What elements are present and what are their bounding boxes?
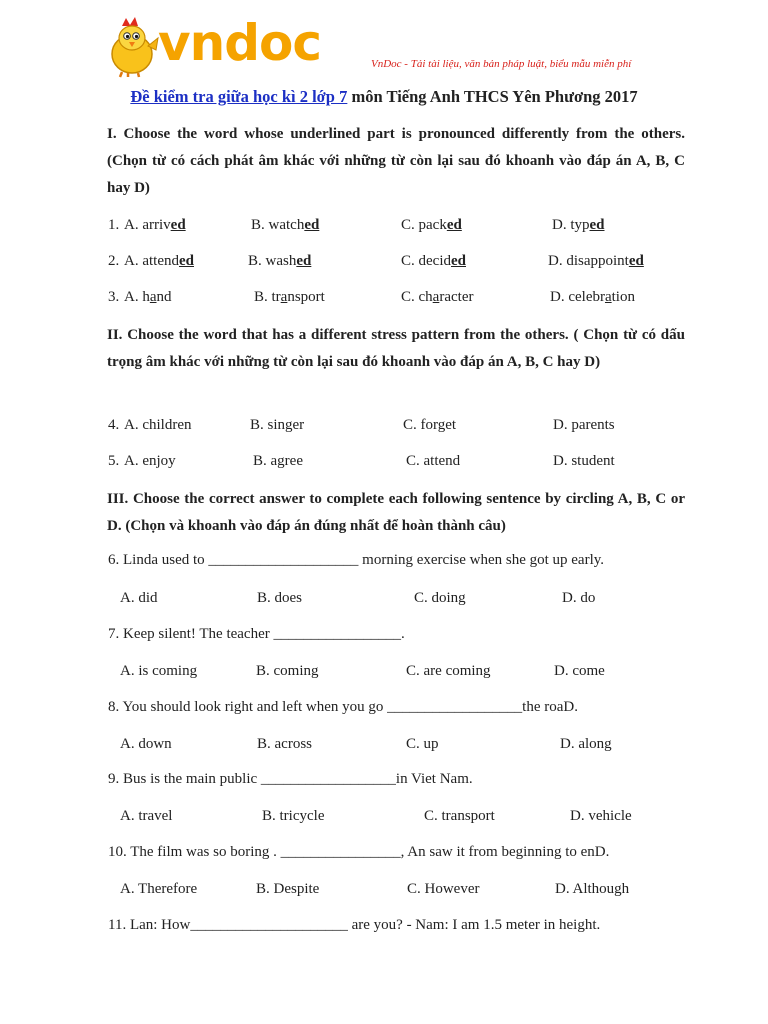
question-number: 5. — [108, 453, 120, 469]
section-3-heading: III. Choose the correct answer to complete each following sentence by circling A, B, C or D. (Chọn và khoanh vào đáp án đúng nhất để hoàn thành câu) — [107, 491, 685, 534]
section-2-heading: II. Choose the word that has a different stress pattern from the others. ( Chọn từ có dấu trọng âm khác với những từ còn lại sau đó khoanh vào đáp án A, B, C hay D) — [107, 327, 685, 370]
question-text: 10. The film was so boring . ________________, An saw it from beginning to enD. — [108, 844, 610, 860]
option-a: A. down — [120, 736, 172, 752]
question-row — [0, 417, 768, 437]
option-a: A. enjoy — [124, 453, 176, 469]
question-row — [0, 289, 768, 309]
question-text: 6. Linda used to ____________________ morning exercise when she got up early. — [108, 552, 605, 568]
option-a: A. children — [124, 417, 192, 433]
question-number: 3. — [108, 289, 120, 305]
option-a: A. attended — [124, 253, 194, 269]
option-b: B. agree — [253, 453, 303, 469]
title-rest: môn Tiếng Anh THCS Yên Phương 2017 — [347, 87, 638, 106]
option-a: A. Therefore — [120, 881, 198, 897]
option-b: B. watched — [251, 217, 320, 233]
question-row — [0, 253, 768, 273]
option-c: C. forget — [403, 417, 457, 433]
option-d: D. student — [553, 453, 615, 469]
option-d: D. vehicle — [570, 808, 632, 824]
question-number: 4. — [108, 417, 120, 433]
vndoc-logo — [108, 16, 323, 78]
question-number: 2. — [108, 253, 120, 269]
page-title — [0, 87, 768, 107]
option-c: C. transport — [424, 808, 495, 824]
option-b: B. does — [257, 590, 302, 606]
option-d: D. parents — [553, 417, 615, 433]
question-text: 9. Bus is the main public __________________in Viet Nam. — [108, 771, 473, 787]
option-b: B. washed — [248, 253, 312, 269]
site-tagline: VnDoc - Tải tài liệu, văn bản pháp luật, biểu mẫu miễn phí — [371, 58, 632, 70]
option-d: D. do — [562, 590, 596, 606]
question-text: 7. Keep silent! The teacher _________________. — [108, 626, 405, 642]
option-c: C. decided — [401, 253, 466, 269]
option-b: B. tricycle — [262, 808, 325, 824]
option-c: C. character — [401, 289, 474, 305]
chicken-mascot-icon — [108, 16, 160, 78]
question-text: 11. Lan: How_____________________ are you? - Nam: I am 1.5 meter in height. — [108, 917, 601, 933]
question-row — [0, 453, 768, 473]
question-text: 8. You should look right and left when you go __________________the roaD. — [108, 699, 578, 715]
option-b: B. across — [257, 736, 312, 752]
option-d: D. typed — [552, 217, 605, 233]
option-c: C. doing — [414, 590, 466, 606]
option-a: A. is coming — [120, 663, 198, 679]
option-b: B. transport — [254, 289, 325, 305]
option-c: C. up — [406, 736, 439, 752]
option-d: D. come — [554, 663, 605, 679]
option-d: D. disappointed — [548, 253, 644, 269]
title-link[interactable]: Đề kiểm tra giữa học kì 2 lớp 7 — [130, 87, 348, 106]
option-a: A. travel — [120, 808, 173, 824]
option-b: B. coming — [256, 663, 319, 679]
option-c: C. However — [407, 881, 480, 897]
option-d: D. Although — [555, 881, 630, 897]
option-a: A. arrived — [124, 217, 186, 233]
option-c: C. are coming — [406, 663, 491, 679]
option-d: D. along — [560, 736, 612, 752]
question-row — [0, 217, 768, 237]
option-b: B. singer — [250, 417, 305, 433]
option-a: A. hand — [124, 289, 172, 305]
option-b: B. Despite — [256, 881, 320, 897]
section-1-heading: I. Choose the word whose underlined part is pronounced differently from the others. (Chọn từ có cách phát âm khác với những từ còn lại sau đó khoanh vào đáp án A, B, C hay D) — [107, 126, 685, 196]
option-d: D. celebration — [550, 289, 635, 305]
question-number: 1. — [108, 217, 120, 233]
option-c: C. attend — [406, 453, 461, 469]
option-a: A. did — [120, 590, 158, 606]
option-c: C. packed — [401, 217, 462, 233]
logo-wordmark: vndoc — [158, 14, 321, 72]
